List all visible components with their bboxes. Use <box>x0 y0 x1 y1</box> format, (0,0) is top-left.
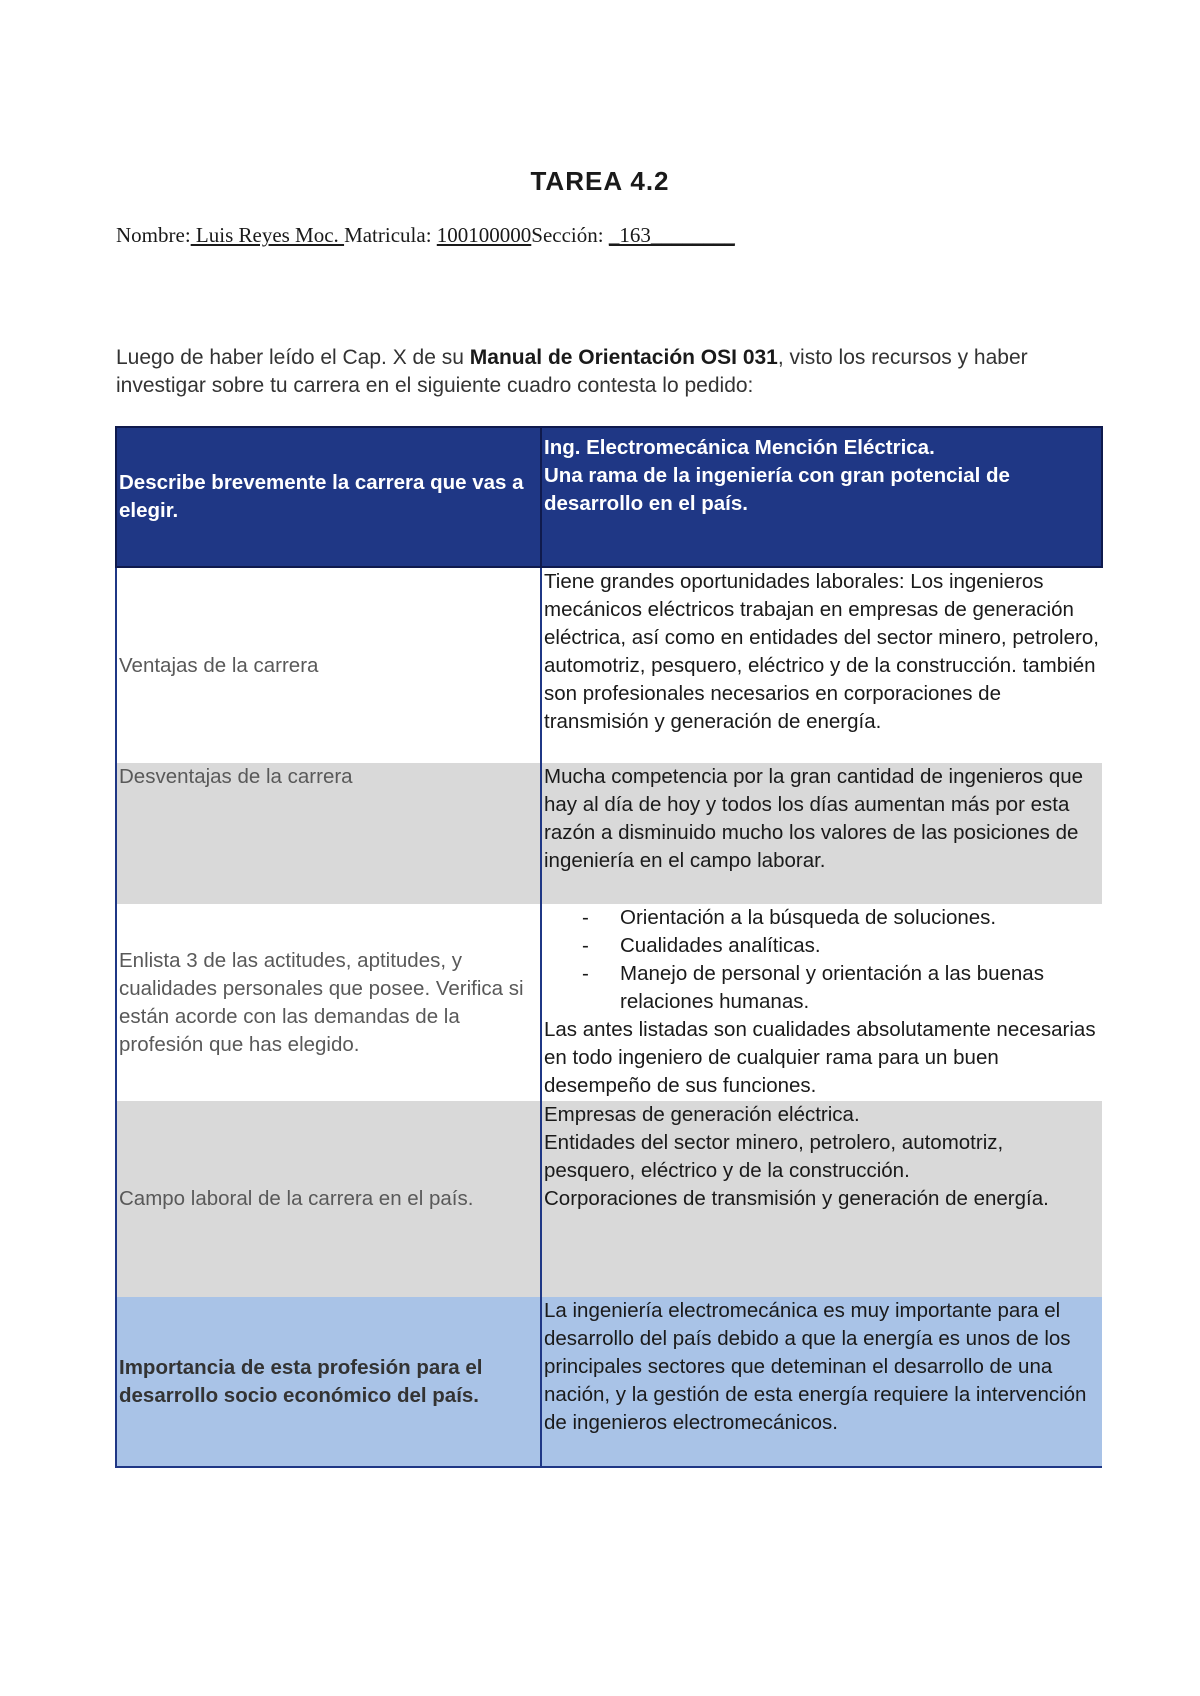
header-right-cell <box>541 427 1102 567</box>
table-row <box>116 904 1102 1101</box>
desventajas-text: Mucha competencia por la gran cantidad de ingenieros que hay al día de hoy y todos los días aumentan más por esta razón a disminuido mucho los valores de las posiciones de ingeniería en el campo laborar. <box>541 763 1102 904</box>
seccion-value: _163________ <box>608 223 735 247</box>
campo-line: Corporaciones de transmisión y generación de energía. <box>544 1187 1049 1210</box>
intro-paragraph <box>116 344 1106 400</box>
intro-text-after: , visto los recursos y haber investigar sobre tu carrera en el siguiente cuadro contesta lo pedido: <box>116 346 1028 397</box>
list-item: - Manejo de personal y orientación a las buenas relaciones humanas. <box>582 960 1100 1016</box>
nombre-label: Nombre: <box>116 223 191 247</box>
ventajas-text: Tiene grandes oportunidades laborales: Los ingenieros mecánicos eléctricos trabajan en empresas de generación eléctrica, así como en entidades del sector minero, petrolero, automotriz, pesquero, eléctrico y de la construcción. también son profesionales necesarios en corporaciones de transmisión y generación de energía. <box>541 567 1102 763</box>
actitudes-label: Enlista 3 de las actitudes, aptitudes, y cualidades personales que posee. Verifica si están acorde con las demandas de la profesión que has elegido. <box>116 904 541 1101</box>
campo-label: Campo laboral de la carrera en el país. <box>116 1101 541 1297</box>
career-table <box>115 426 1103 1468</box>
campo-cell <box>541 1101 1102 1297</box>
desventajas-label: Desventajas de la carrera <box>116 763 541 904</box>
importancia-text: La ingeniería electromecánica es muy importante para el desarrollo del país debido a que la energía es unos de los principales sectores que deteminan el desarrollo de una nación, y la gestión de esta energía requiere la intervención de ingenieros electromecánicos. <box>541 1297 1102 1467</box>
importancia-label: Importancia de esta profesión para el desarrollo socio económico del país. <box>116 1297 541 1467</box>
matricula-value: 100100000 <box>436 223 532 247</box>
table-row <box>116 1297 1102 1467</box>
campo-line: Empresas de generación eléctrica. <box>544 1103 860 1126</box>
campo-line: Entidades del sector minero, petrolero, automotriz, pesquero, eléctrico y de la construcción. <box>544 1131 1004 1182</box>
actitudes-cell <box>541 904 1102 1101</box>
header-left-cell: Describe brevemente la carrera que vas a elegir. <box>116 427 541 567</box>
ventajas-label: Ventajas de la carrera <box>116 567 541 763</box>
seccion-label: Sección: <box>531 223 609 247</box>
career-name: Ing. Electromecánica Mención Eléctrica. <box>544 436 935 459</box>
intro-manual-name: Manual de Orientación OSI 031 <box>469 346 778 369</box>
list-item: - Orientación a la búsqueda de soluciones. <box>582 904 1100 932</box>
list-item: - Cualidades analíticas. <box>582 932 1100 960</box>
nombre-value: Luis Reyes Moc. <box>190 223 345 247</box>
career-description: Una rama de la ingeniería con gran potencial de desarrollo en el país. <box>544 464 1010 515</box>
matricula-label: Matricula: <box>344 223 437 247</box>
page-title: TAREA 4.2 <box>530 166 670 196</box>
actitudes-text: Las antes listadas son cualidades absolutamente necesarias en todo ingeniero de cualquier rama para un buen desempeño de sus funciones. <box>544 1018 1096 1097</box>
table-row <box>116 1101 1102 1297</box>
table-header-row <box>116 427 1102 567</box>
intro-text-before: Luego de haber leído el Cap. X de su <box>116 346 470 369</box>
student-info <box>116 223 735 248</box>
table-row <box>116 763 1102 904</box>
table-row <box>116 567 1102 763</box>
actitudes-list <box>544 904 1100 1016</box>
